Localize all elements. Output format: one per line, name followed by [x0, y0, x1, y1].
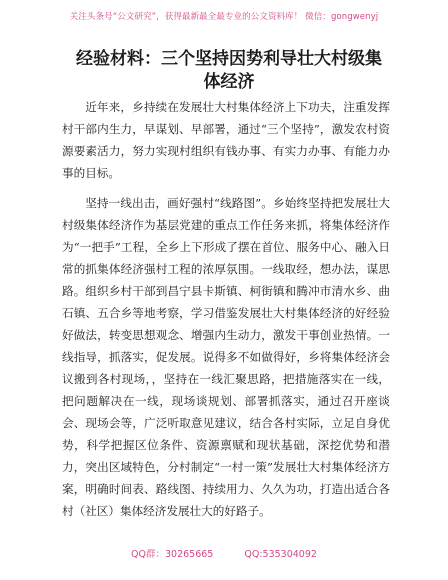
document-body [62, 96, 390, 530]
document-title: 经验材料：三个坚持因势利导壮大村级集体经济 [76, 49, 382, 92]
paragraph-frontline: 坚持一线出击，画好强村“线路图”。乡始终坚持把发展壮大村级集体经济作为基层党建的重点工作任务来抓，将集体经济作为“一把手”工程，全乡上下形成了摆在首位、服务中心、融入日常的抓集体经济强村工程的浓厚氛围。一线取经，想办法，谋思路。组织乡村干部到昌宁县卡斯镇、柯街镇和腾冲市清水乡、曲石镇、五合乡等地考察，学习借鉴发展壮大村集体经济的好经验好做法，转变思想观念、增强内生动力，激发干事创业热情。一线指导，抓落实，促发展。说得多不如做得好，乡将集体经济会议搬到各村现场，，坚持在一线汇聚思路，把措施落实在一线，把问题解决在一线，现场谈规划、部署抓落实，通过召开座谈会、现场会等，广泛听取意见建议，结合各村实际，立足自身优势，科学把握区位条件、资源禀赋和现状基础，深挖优势和潜力，突出区域特色，分村制定“一村一策”发展壮大村集体经济方案，明确时间表、路线图、持续用力、久久为功，打造出适合各村（社区）集体经济发展壮大的好路子。 [62, 196, 390, 518]
paragraph-intro: 近年来，乡持续在发展壮大村集体经济上下功夫，注重发挥村干部内生力，早谋划、早部署，通过“三个坚持”，激发农村资源要素活力，努力实现村组织有钱办事、有实力办事、有能力办事的目标。 [62, 100, 390, 180]
footer-qq-group: QQ群：30265665 [131, 549, 214, 560]
footer-qq: QQ:535304092 [244, 549, 317, 560]
footer-contact [0, 546, 448, 560]
header-promo-note: 关注头条号“公文研究”，获得最新最全最专业的公文资料库！ 微信：gongwenyj [69, 12, 379, 22]
